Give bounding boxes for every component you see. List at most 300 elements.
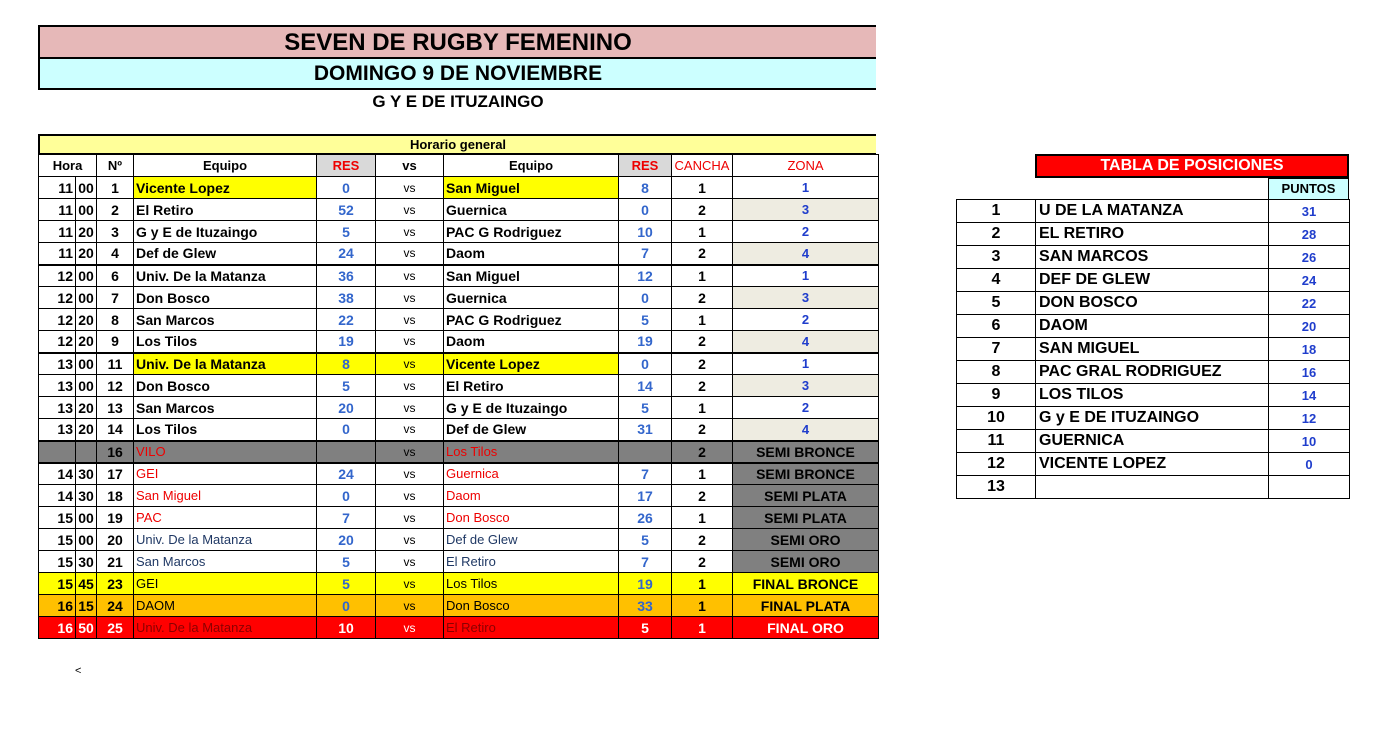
match-row <box>39 309 879 331</box>
match-team1: VILO <box>134 441 317 463</box>
page-title: SEVEN DE RUGBY FEMENINO <box>38 25 876 59</box>
match-res1: 24 <box>317 463 376 485</box>
standings-position: 11 <box>957 430 1036 453</box>
match-team1: Univ. De la Matanza <box>134 529 317 551</box>
match-vs: vs <box>376 353 444 375</box>
match-hour: 14 <box>39 485 76 507</box>
match-res1: 0 <box>317 595 376 617</box>
match-cancha: 2 <box>672 243 733 265</box>
match-cancha: 2 <box>672 441 733 463</box>
match-zona: SEMI BRONCE <box>733 463 879 485</box>
match-number: 9 <box>97 331 134 353</box>
match-vs: vs <box>376 551 444 573</box>
match-team2: Daom <box>444 331 619 353</box>
standings-team: DAOM <box>1036 315 1269 338</box>
match-row <box>39 243 879 265</box>
match-res2 <box>619 441 672 463</box>
schedule-title: Horario general <box>38 134 876 154</box>
match-vs: vs <box>376 221 444 243</box>
match-cancha: 1 <box>672 507 733 529</box>
match-team2: Los Tilos <box>444 441 619 463</box>
match-minute: 00 <box>76 265 97 287</box>
match-cancha: 2 <box>672 551 733 573</box>
match-number: 18 <box>97 485 134 507</box>
match-row <box>39 617 879 639</box>
match-team1: San Marcos <box>134 309 317 331</box>
match-team2: G y E de Ituzaingo <box>444 397 619 419</box>
match-cancha: 2 <box>672 353 733 375</box>
match-row <box>39 331 879 353</box>
standings-position: 10 <box>957 407 1036 430</box>
match-vs: vs <box>376 419 444 441</box>
match-res2: 31 <box>619 419 672 441</box>
match-cancha: 2 <box>672 375 733 397</box>
standings-row <box>957 384 1350 407</box>
standings-row <box>957 292 1350 315</box>
match-vs: vs <box>376 287 444 309</box>
match-zona: SEMI PLATA <box>733 485 879 507</box>
match-number: 23 <box>97 573 134 595</box>
standings-team: VICENTE LOPEZ <box>1036 453 1269 476</box>
match-hour: 11 <box>39 221 76 243</box>
match-row <box>39 287 879 309</box>
match-zona: 2 <box>733 397 879 419</box>
match-zona: SEMI BRONCE <box>733 441 879 463</box>
match-minute: 45 <box>76 573 97 595</box>
match-vs: vs <box>376 463 444 485</box>
schedule-table <box>38 154 879 639</box>
match-cancha: 1 <box>672 463 733 485</box>
footnote-mark: < <box>75 665 82 677</box>
standings-team: SAN MARCOS <box>1036 246 1269 269</box>
match-hour: 15 <box>39 529 76 551</box>
match-zona: 4 <box>733 243 879 265</box>
match-zona: FINAL PLATA <box>733 595 879 617</box>
match-team1: Def de Glew <box>134 243 317 265</box>
match-team2: Don Bosco <box>444 595 619 617</box>
match-row <box>39 595 879 617</box>
match-minute: 00 <box>76 353 97 375</box>
match-res1: 0 <box>317 419 376 441</box>
standings-team: PAC GRAL RODRIGUEZ <box>1036 361 1269 384</box>
match-vs: vs <box>376 573 444 595</box>
match-team1: Los Tilos <box>134 331 317 353</box>
match-minute: 00 <box>76 529 97 551</box>
header-hora: Hora <box>39 155 97 177</box>
header-team1: Equipo <box>134 155 317 177</box>
match-minute: 00 <box>76 507 97 529</box>
puntos-header: PUNTOS <box>1268 178 1349 200</box>
match-res2: 7 <box>619 243 672 265</box>
match-number: 16 <box>97 441 134 463</box>
match-team2: Vicente Lopez <box>444 353 619 375</box>
match-res2: 14 <box>619 375 672 397</box>
match-cancha: 2 <box>672 485 733 507</box>
standings-team: U DE LA MATANZA <box>1036 200 1269 223</box>
match-hour: 15 <box>39 573 76 595</box>
standings-team: G y E DE ITUZAINGO <box>1036 407 1269 430</box>
match-number: 4 <box>97 243 134 265</box>
standings-row <box>957 200 1350 223</box>
match-vs: vs <box>376 485 444 507</box>
standings-row <box>957 338 1350 361</box>
match-res1: 22 <box>317 309 376 331</box>
match-cancha: 2 <box>672 529 733 551</box>
match-number: 14 <box>97 419 134 441</box>
match-res1: 5 <box>317 573 376 595</box>
match-res1: 5 <box>317 551 376 573</box>
match-team2: Daom <box>444 243 619 265</box>
match-minute: 20 <box>76 331 97 353</box>
match-team1: G y E de Ituzaingo <box>134 221 317 243</box>
match-team1: PAC <box>134 507 317 529</box>
match-cancha: 2 <box>672 287 733 309</box>
match-minute: 20 <box>76 243 97 265</box>
match-res2: 0 <box>619 353 672 375</box>
match-hour: 16 <box>39 595 76 617</box>
match-hour <box>39 441 76 463</box>
match-row <box>39 463 879 485</box>
match-team1: El Retiro <box>134 199 317 221</box>
standings-row <box>957 315 1350 338</box>
match-team2: PAC G Rodriguez <box>444 221 619 243</box>
standings-team: GUERNICA <box>1036 430 1269 453</box>
standings-points: 14 <box>1269 384 1350 407</box>
match-team1: Don Bosco <box>134 375 317 397</box>
match-team2: Def de Glew <box>444 419 619 441</box>
match-vs: vs <box>376 595 444 617</box>
match-res2: 12 <box>619 265 672 287</box>
match-team2: El Retiro <box>444 551 619 573</box>
event-venue: G Y E DE ITUZAINGO <box>372 92 544 111</box>
match-res2: 5 <box>619 617 672 639</box>
standings-points: 12 <box>1269 407 1350 430</box>
match-zona: 4 <box>733 419 879 441</box>
match-team2: Don Bosco <box>444 507 619 529</box>
match-cancha: 1 <box>672 265 733 287</box>
match-res1: 7 <box>317 507 376 529</box>
match-row <box>39 397 879 419</box>
match-row <box>39 507 879 529</box>
standings-points: 24 <box>1269 269 1350 292</box>
standings-row <box>957 476 1350 499</box>
match-cancha: 1 <box>672 309 733 331</box>
standings-team: EL RETIRO <box>1036 223 1269 246</box>
match-zona: 3 <box>733 375 879 397</box>
match-res2: 7 <box>619 463 672 485</box>
match-hour: 13 <box>39 353 76 375</box>
match-minute: 20 <box>76 309 97 331</box>
match-hour: 11 <box>39 243 76 265</box>
match-number: 17 <box>97 463 134 485</box>
standings-row <box>957 430 1350 453</box>
match-vs: vs <box>376 507 444 529</box>
match-zona: 3 <box>733 199 879 221</box>
match-cancha: 2 <box>672 331 733 353</box>
match-vs: vs <box>376 177 444 199</box>
match-res2: 5 <box>619 529 672 551</box>
match-number: 8 <box>97 309 134 331</box>
standings-team: LOS TILOS <box>1036 384 1269 407</box>
match-vs: vs <box>376 617 444 639</box>
match-row <box>39 199 879 221</box>
match-vs: vs <box>376 529 444 551</box>
match-number: 7 <box>97 287 134 309</box>
match-team1: DAOM <box>134 595 317 617</box>
match-row <box>39 353 879 375</box>
match-team1: San Miguel <box>134 485 317 507</box>
match-minute: 30 <box>76 485 97 507</box>
standings-position: 5 <box>957 292 1036 315</box>
match-cancha: 2 <box>672 419 733 441</box>
match-cancha: 2 <box>672 199 733 221</box>
match-vs: vs <box>376 265 444 287</box>
match-res1 <box>317 441 376 463</box>
standings-position: 6 <box>957 315 1036 338</box>
match-team2: San Miguel <box>444 265 619 287</box>
standings-team: DEF DE GLEW <box>1036 269 1269 292</box>
match-team2: El Retiro <box>444 375 619 397</box>
header-team2: Equipo <box>444 155 619 177</box>
match-hour: 15 <box>39 551 76 573</box>
standings-row <box>957 269 1350 292</box>
match-res1: 0 <box>317 177 376 199</box>
match-row <box>39 177 879 199</box>
match-team2: Guernica <box>444 463 619 485</box>
standings-points: 16 <box>1269 361 1350 384</box>
match-row <box>39 441 879 463</box>
standings-points: 18 <box>1269 338 1350 361</box>
header-vs: vs <box>376 155 444 177</box>
match-res2: 10 <box>619 221 672 243</box>
standings-team: DON BOSCO <box>1036 292 1269 315</box>
standings-points: 20 <box>1269 315 1350 338</box>
standings-position: 7 <box>957 338 1036 361</box>
standings-points: 10 <box>1269 430 1350 453</box>
match-cancha: 1 <box>672 221 733 243</box>
match-hour: 12 <box>39 265 76 287</box>
match-number: 25 <box>97 617 134 639</box>
match-res1: 20 <box>317 397 376 419</box>
match-minute <box>76 441 97 463</box>
standings-points: 22 <box>1269 292 1350 315</box>
match-team2: Guernica <box>444 287 619 309</box>
match-number: 19 <box>97 507 134 529</box>
match-res1: 5 <box>317 375 376 397</box>
match-res2: 0 <box>619 287 672 309</box>
match-minute: 00 <box>76 199 97 221</box>
schedule-header-row <box>39 155 879 177</box>
match-team1: Univ. De la Matanza <box>134 617 317 639</box>
match-res1: 10 <box>317 617 376 639</box>
match-minute: 20 <box>76 221 97 243</box>
standings-points: 31 <box>1269 200 1350 223</box>
match-vs: vs <box>376 397 444 419</box>
match-zona: 2 <box>733 309 879 331</box>
standings-team: SAN MIGUEL <box>1036 338 1269 361</box>
match-team1: GEI <box>134 463 317 485</box>
match-number: 6 <box>97 265 134 287</box>
match-hour: 12 <box>39 309 76 331</box>
match-number: 20 <box>97 529 134 551</box>
match-vs: vs <box>376 243 444 265</box>
standings-table <box>956 199 1350 499</box>
match-minute: 30 <box>76 463 97 485</box>
match-zona: 1 <box>733 353 879 375</box>
match-vs: vs <box>376 375 444 397</box>
match-vs: vs <box>376 331 444 353</box>
match-cancha: 1 <box>672 397 733 419</box>
match-hour: 12 <box>39 287 76 309</box>
match-minute: 15 <box>76 595 97 617</box>
match-zona: 1 <box>733 177 879 199</box>
match-hour: 15 <box>39 507 76 529</box>
match-team1: Univ. De la Matanza <box>134 353 317 375</box>
match-cancha: 1 <box>672 177 733 199</box>
standings-position: 3 <box>957 246 1036 269</box>
match-vs: vs <box>376 441 444 463</box>
match-res1: 19 <box>317 331 376 353</box>
match-minute: 00 <box>76 177 97 199</box>
standings-row <box>957 453 1350 476</box>
match-res1: 24 <box>317 243 376 265</box>
match-res2: 8 <box>619 177 672 199</box>
match-zona: FINAL BRONCE <box>733 573 879 595</box>
match-row <box>39 265 879 287</box>
match-minute: 50 <box>76 617 97 639</box>
match-hour: 14 <box>39 463 76 485</box>
match-zona: SEMI ORO <box>733 551 879 573</box>
match-res2: 33 <box>619 595 672 617</box>
match-row <box>39 419 879 441</box>
match-row <box>39 573 879 595</box>
standings-row <box>957 223 1350 246</box>
match-res2: 7 <box>619 551 672 573</box>
match-vs: vs <box>376 309 444 331</box>
match-row <box>39 375 879 397</box>
match-hour: 11 <box>39 199 76 221</box>
standings-points: 0 <box>1269 453 1350 476</box>
standings-points <box>1269 476 1350 499</box>
match-team2: PAC G Rodriguez <box>444 309 619 331</box>
match-zona: FINAL ORO <box>733 617 879 639</box>
match-res1: 36 <box>317 265 376 287</box>
match-res1: 0 <box>317 485 376 507</box>
match-cancha: 1 <box>672 617 733 639</box>
standings-position: 8 <box>957 361 1036 384</box>
match-team1: Univ. De la Matanza <box>134 265 317 287</box>
standings-position: 4 <box>957 269 1036 292</box>
match-res1: 8 <box>317 353 376 375</box>
standings-points: 26 <box>1269 246 1350 269</box>
match-cancha: 1 <box>672 573 733 595</box>
header-cancha: CANCHA <box>672 155 733 177</box>
match-team1: San Marcos <box>134 551 317 573</box>
standings-position: 13 <box>957 476 1036 499</box>
match-cancha: 1 <box>672 595 733 617</box>
match-team2: El Retiro <box>444 617 619 639</box>
match-hour: 13 <box>39 419 76 441</box>
match-hour: 13 <box>39 397 76 419</box>
match-team2: Guernica <box>444 199 619 221</box>
match-minute: 20 <box>76 419 97 441</box>
match-minute: 30 <box>76 551 97 573</box>
match-team1: GEI <box>134 573 317 595</box>
match-res2: 17 <box>619 485 672 507</box>
standings-position: 9 <box>957 384 1036 407</box>
match-res2: 5 <box>619 309 672 331</box>
match-number: 24 <box>97 595 134 617</box>
match-number: 11 <box>97 353 134 375</box>
match-team1: Los Tilos <box>134 419 317 441</box>
match-zona: 3 <box>733 287 879 309</box>
match-number: 21 <box>97 551 134 573</box>
standings-points: 28 <box>1269 223 1350 246</box>
header-num: Nº <box>97 155 134 177</box>
match-number: 3 <box>97 221 134 243</box>
match-row <box>39 221 879 243</box>
match-res2: 19 <box>619 573 672 595</box>
match-res1: 20 <box>317 529 376 551</box>
match-res1: 5 <box>317 221 376 243</box>
match-row <box>39 485 879 507</box>
match-res1: 52 <box>317 199 376 221</box>
standings-row <box>957 361 1350 384</box>
header-res1: RES <box>317 155 376 177</box>
event-date: DOMINGO 9 DE NOVIEMBRE <box>38 59 876 90</box>
match-hour: 11 <box>39 177 76 199</box>
standings-title: TABLA DE POSICIONES <box>1035 154 1349 178</box>
match-number: 12 <box>97 375 134 397</box>
match-res1: 38 <box>317 287 376 309</box>
match-minute: 00 <box>76 375 97 397</box>
match-number: 1 <box>97 177 134 199</box>
standings-position: 2 <box>957 223 1036 246</box>
header-res2: RES <box>619 155 672 177</box>
standings-team <box>1036 476 1269 499</box>
match-number: 2 <box>97 199 134 221</box>
match-row <box>39 529 879 551</box>
match-hour: 12 <box>39 331 76 353</box>
match-vs: vs <box>376 199 444 221</box>
match-minute: 00 <box>76 287 97 309</box>
match-zona: 1 <box>733 265 879 287</box>
header-zona: ZONA <box>733 155 879 177</box>
match-res2: 19 <box>619 331 672 353</box>
standings-row <box>957 407 1350 430</box>
match-team2: Los Tilos <box>444 573 619 595</box>
standings-position: 12 <box>957 453 1036 476</box>
match-team2: Def de Glew <box>444 529 619 551</box>
match-zona: 2 <box>733 221 879 243</box>
match-team1: Vicente Lopez <box>134 177 317 199</box>
match-minute: 20 <box>76 397 97 419</box>
match-res2: 0 <box>619 199 672 221</box>
match-zona: SEMI PLATA <box>733 507 879 529</box>
match-hour: 13 <box>39 375 76 397</box>
match-zona: 4 <box>733 331 879 353</box>
match-number: 13 <box>97 397 134 419</box>
match-team1: Don Bosco <box>134 287 317 309</box>
match-team2: San Miguel <box>444 177 619 199</box>
match-team1: San Marcos <box>134 397 317 419</box>
match-res2: 5 <box>619 397 672 419</box>
match-row <box>39 551 879 573</box>
match-team2: Daom <box>444 485 619 507</box>
match-res2: 26 <box>619 507 672 529</box>
match-zona: SEMI ORO <box>733 529 879 551</box>
match-hour: 16 <box>39 617 76 639</box>
